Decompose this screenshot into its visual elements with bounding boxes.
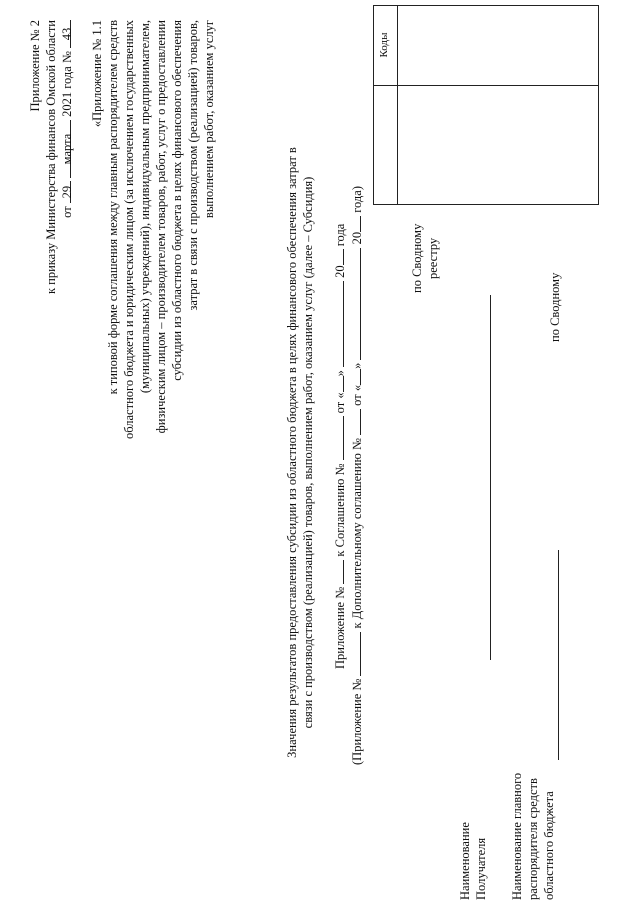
supplement-date-century: 20 [350, 231, 364, 245]
recipient-name-line [490, 295, 491, 660]
supplement-date-year [350, 216, 361, 232]
order-date-month: марта [60, 120, 71, 178]
agreement-date-open: от « [333, 392, 347, 414]
supplement-appendix-number [350, 632, 361, 676]
sub-appendix-line: (муниципальных) учреждений), индивидуальным предпринимателем, [138, 20, 152, 394]
agreement-date-close: » [333, 370, 347, 377]
agreement-date-year [333, 249, 344, 265]
sub-appendix-line: выполнением работ, оказанием услуг [202, 20, 216, 219]
distributor-registry-1: по Сводному [548, 272, 562, 342]
codes-table-header-rule [397, 6, 398, 204]
agreement-number [333, 416, 344, 460]
agreement-line-1 [333, 224, 348, 669]
supplement-date-month [350, 248, 361, 360]
recipient-label-1: Наименование [458, 822, 472, 900]
supplement-appendix-label: (Приложение № [350, 678, 364, 765]
appendix-number: Приложение № 2 [28, 20, 42, 112]
order-date-number: 43 [60, 20, 71, 48]
recipient-registry-1: по Сводному [410, 223, 424, 293]
supplement-number-label: к Дополнительному соглашению № [350, 438, 364, 629]
distributor-label-1: Наименование главного [510, 772, 524, 900]
order-reference: к приказу Министерства финансов Омской области [44, 20, 58, 295]
agreement-number-label: к Соглашению № [333, 463, 347, 557]
supplement-date-close: » [350, 362, 364, 369]
sub-appendix-title: «Приложение № 1.1 [90, 20, 104, 128]
codes-table-header: Коды [378, 32, 390, 58]
distributor-name-line [558, 550, 559, 760]
agreement-date-month [333, 281, 344, 367]
sub-appendix-line: к типовой форме соглашения между главным распорядителем средств [106, 20, 120, 395]
sub-appendix-line: областного бюджета и юридическим лицом (за исключением государственных [122, 20, 136, 440]
sub-appendix-line: затрат в связи с производством (реализацией) товаров, [186, 20, 200, 311]
form-title-line-1: Значения результатов предоставления субсидии из областного бюджета в целях финансового обеспечения затрат в [285, 147, 299, 758]
agreement-appendix-label: Приложение № [333, 586, 347, 669]
sub-appendix-line: субсидии из областного бюджета в целях финансового обеспечения [170, 20, 184, 381]
sub-appendix-line: физическим лицом – производителем товаров, работ, услуг о предоставлении [154, 20, 168, 434]
agreement-date-century: 20 [333, 265, 347, 278]
supplement-date-open: от « [350, 384, 364, 406]
distributor-label-2: распорядителя средств [526, 778, 540, 900]
recipient-label-2: Получателя [474, 837, 488, 900]
agreement-appendix-number [333, 560, 344, 584]
order-date-from: от [60, 206, 74, 218]
codes-table [373, 5, 599, 205]
order-date-day: 29 [60, 181, 71, 203]
distributor-label-3: областного бюджета [542, 791, 556, 900]
codes-table-divider [374, 85, 598, 86]
supplement-year-label: года) [350, 186, 364, 213]
agreement-line-2 [350, 186, 365, 765]
supplement-date-day [350, 369, 361, 385]
form-title-line-2: связи с производством (реализацией) товаров, выполнением работ, оказанием услуг (далее – Субсидия) [301, 176, 315, 729]
supplement-number [350, 409, 361, 435]
agreement-year-label: года [333, 223, 347, 247]
order-date-year: 2021 года № [60, 51, 74, 117]
order-date [60, 20, 75, 218]
recipient-registry-2: реестру [426, 237, 440, 279]
agreement-date-day [333, 376, 344, 392]
